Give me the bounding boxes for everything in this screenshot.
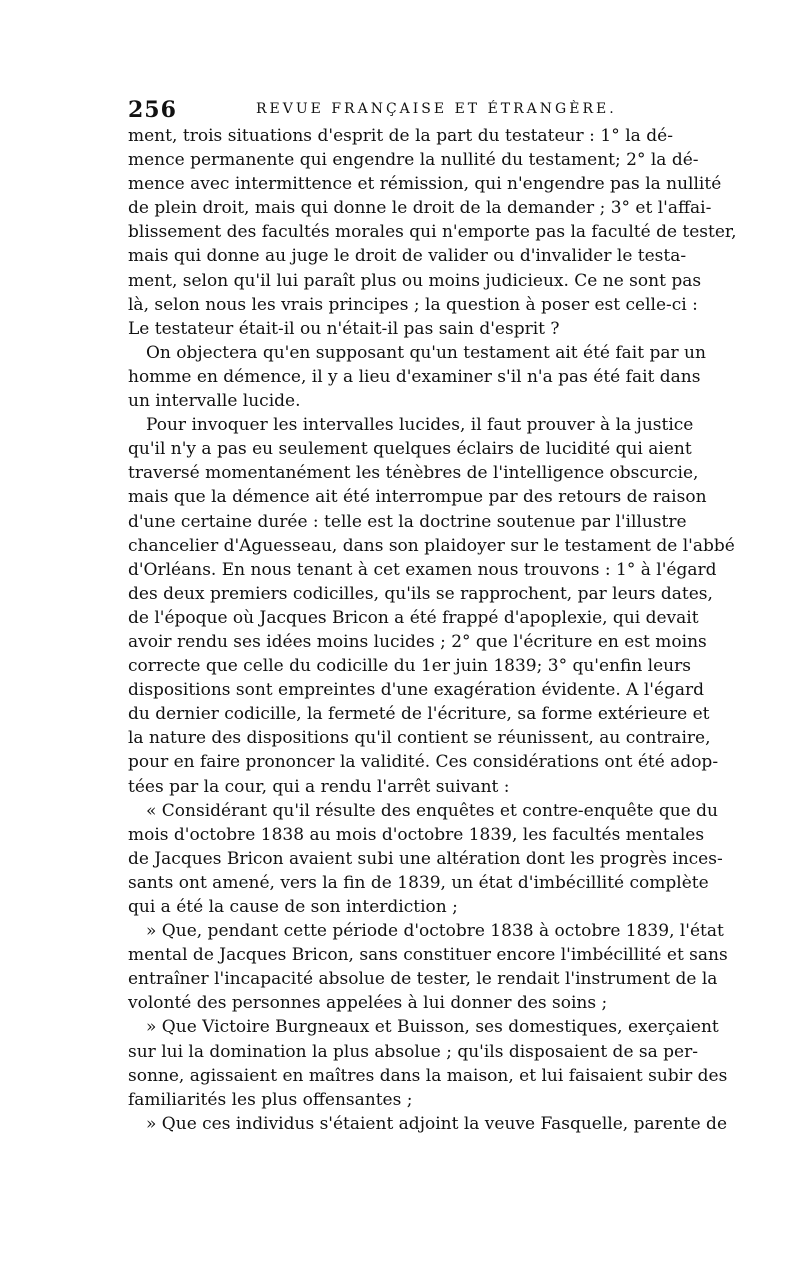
text-line: tées par la cour, qui a rendu l'arrêt suivant : xyxy=(128,776,510,797)
text-line: la nature des dispositions qu'il contient se réunissent, au contraire, xyxy=(128,728,711,749)
text-line: » Que, pendant cette période d'octobre 1838 à octobre 1839, l'état xyxy=(146,921,724,942)
text-line: de plein droit, mais qui donne le droit de la demander ; 3° et l'affai- xyxy=(128,198,712,219)
text-line: « Considérant qu'il résulte des enquêtes et contre-enquête que du xyxy=(146,800,718,821)
text-line: d'Orléans. En nous tenant à cet examen nous trouvons : 1° à l'égard xyxy=(128,559,717,580)
text-line: là, selon nous les vrais principes ; la question à poser est celle-ci : xyxy=(128,294,698,315)
text-line: sur lui la domination la plus absolue ; qu'ils disposaient de sa per- xyxy=(128,1041,698,1062)
text-line: d'une certaine durée : telle est la doctrine soutenue par l'illustre xyxy=(128,511,687,532)
text-line: qu'il n'y a pas eu seulement quelques éclairs de lucidité qui aient xyxy=(128,439,692,460)
body-text xyxy=(128,124,737,1136)
text-line: de l'époque où Jacques Bricon a été frappé d'apoplexie, qui devait xyxy=(128,607,699,628)
text-line: du dernier codicille, la fermeté de l'écriture, sa forme extérieure et xyxy=(128,704,710,725)
text-line: qui a été la cause de son interdiction ; xyxy=(128,897,458,917)
text-line: Le testateur était-il ou n'était-il pas sain d'esprit ? xyxy=(128,318,560,339)
text-line: familiarités les plus offensantes ; xyxy=(128,1089,413,1110)
running-title: REVUE FRANÇAISE ET ÉTRANGÈRE. xyxy=(256,101,617,117)
text-line: volonté des personnes appelées à lui donner des soins ; xyxy=(128,993,608,1014)
text-line: chancelier d'Aguesseau, dans son plaidoyer sur le testament de l'abbé xyxy=(128,535,735,556)
text-line: de Jacques Bricon avaient subi une altération dont les progrès inces- xyxy=(128,848,723,869)
text-line: mence avec intermittence et rémission, qui n'engendre pas la nullité xyxy=(128,174,722,195)
page-header xyxy=(128,97,668,121)
text-line: mental de Jacques Bricon, sans constituer encore l'imbécillité et sans xyxy=(128,945,728,966)
text-line: correcte que celle du codicille du 1er juin 1839; 3° qu'enfin leurs xyxy=(128,656,691,677)
page-number: 256 xyxy=(128,97,177,123)
text-line: dispositions sont empreintes d'une exagération évidente. A l'égard xyxy=(128,680,705,701)
text-line: pour en faire prononcer la validité. Ces considérations ont été adop- xyxy=(128,752,719,773)
text-line: mence permanente qui engendre la nullité du testament; 2° la dé- xyxy=(128,150,699,171)
text-line: sonne, agissaient en maîtres dans la maison, et lui faisaient subir des xyxy=(128,1065,728,1086)
text-line: traversé momentanément les ténèbres de l'intelligence obscurcie, xyxy=(128,463,699,484)
text-line: On objectera qu'en supposant qu'un testament ait été fait par un xyxy=(146,342,706,363)
text-line: » Que ces individus s'étaient adjoint la veuve Fasquelle, parente de xyxy=(146,1113,728,1134)
text-line: ment, selon qu'il lui paraît plus ou moins judicieux. Ce ne sont pas xyxy=(128,270,702,291)
text-line: » Que Victoire Burgneaux et Buisson, ses domestiques, exerçaient xyxy=(146,1017,719,1038)
text-line: mois d'octobre 1838 au mois d'octobre 1839, les facultés mentales xyxy=(128,824,705,845)
text-line: ment, trois situations d'esprit de la part du testateur : 1° la dé- xyxy=(128,126,673,146)
text-line: sants ont amené, vers la fin de 1839, un état d'imbécillité complète xyxy=(128,872,709,893)
text-line: blissement des facultés morales qui n'emporte pas la faculté de tester, xyxy=(128,222,737,243)
text-line: des deux premiers codicilles, qu'ils se rapprochent, par leurs dates, xyxy=(128,583,713,604)
text-line: homme en démence, il y a lieu d'examiner s'il n'a pas été fait dans xyxy=(128,366,701,387)
text-line: Pour invoquer les intervalles lucides, il faut prouver à la justice xyxy=(146,415,694,436)
text-line: mais qui donne au juge le droit de valider ou d'invalider le testa- xyxy=(128,246,687,267)
text-line: un intervalle lucide. xyxy=(128,391,301,412)
text-line: mais que la démence ait été interrompue par des retours de raison xyxy=(128,487,707,508)
text-line: entraîner l'incapacité absolue de tester, le rendait l'instrument de la xyxy=(128,969,718,990)
text-line: avoir rendu ses idées moins lucides ; 2° que l'écriture en est moins xyxy=(128,631,707,652)
